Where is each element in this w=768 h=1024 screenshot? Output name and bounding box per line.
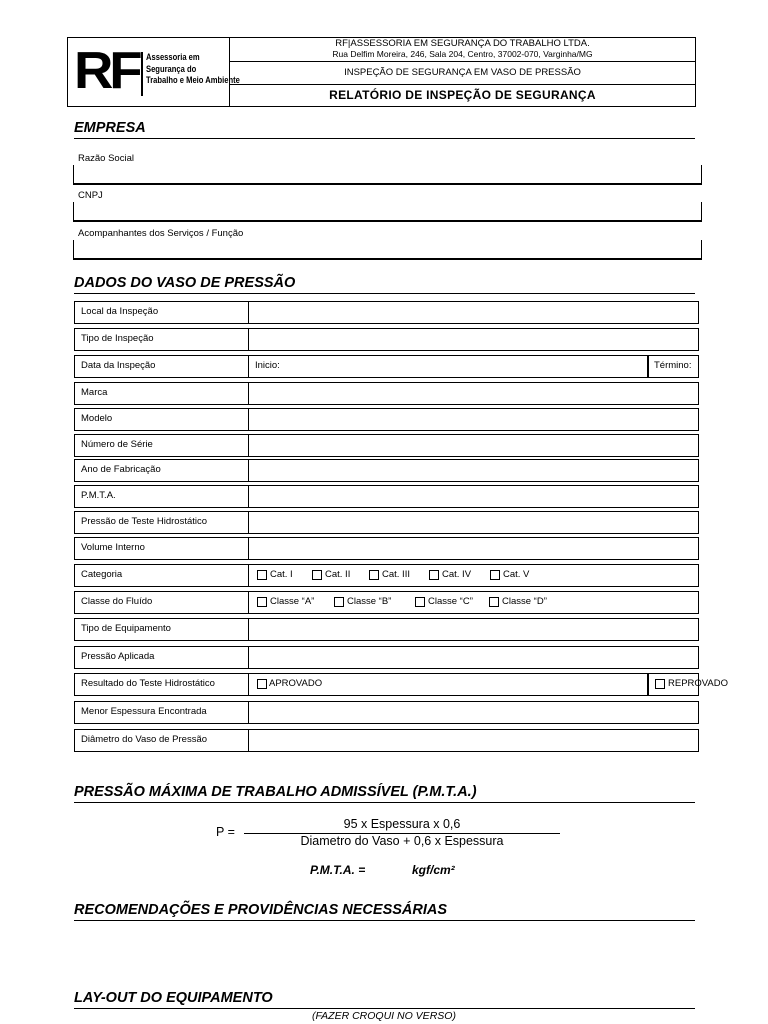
diametro-vaso-field[interactable] <box>249 730 698 751</box>
classe-fluido-options <box>249 592 698 613</box>
table-row-modelo <box>74 408 699 431</box>
pmta-unit: kgf/cm² <box>412 863 455 877</box>
table-row-classe-fluido <box>74 591 699 614</box>
row-label-categoria: Categoria <box>75 565 249 586</box>
table-row-pmta <box>74 485 699 508</box>
company-name: RF|ASSESSORIA EM SEGURANÇA DO TRABALHO LTDA. <box>335 38 590 49</box>
checkbox-classe-b[interactable] <box>334 597 344 607</box>
volume-interno-field[interactable] <box>249 538 698 559</box>
option-label-cat-5: Cat. V <box>503 569 530 580</box>
field-label-razao-social: Razão Social <box>78 153 134 164</box>
checkbox-classe-c[interactable] <box>415 597 425 607</box>
table-row-pressao-aplicada <box>74 646 699 669</box>
checkbox-cat-4[interactable] <box>429 570 439 580</box>
categoria-options <box>249 565 698 586</box>
option-label-classe-d: Classe “D” <box>502 596 547 607</box>
checkbox-cat-3[interactable] <box>369 570 379 580</box>
table-row-pressao-teste <box>74 511 699 534</box>
marca-field[interactable] <box>249 383 698 404</box>
report-header <box>67 37 696 107</box>
menor-espessura-field[interactable] <box>249 702 698 723</box>
row-label-local: Local da Inspeção <box>75 302 249 323</box>
pressao-aplicada-field[interactable] <box>249 647 698 668</box>
logo-letters: RF <box>74 42 139 100</box>
row-label-numero-serie: Número de Série <box>75 435 249 456</box>
row-label-resultado-teste: Resultado do Teste Hidrostático <box>75 674 249 695</box>
row-label-pmta: P.M.T.A. <box>75 486 249 507</box>
company-info <box>230 38 695 62</box>
resultado-teste-options <box>249 674 729 695</box>
table-row-tipo-equipamento <box>74 618 699 641</box>
option-label-aprovado: APROVADO <box>269 678 323 689</box>
table-row-diametro-vaso <box>74 729 699 752</box>
logo-line-1: Assessoria em <box>146 52 200 63</box>
date-divider <box>647 356 649 377</box>
option-label-cat-1: Cat. I <box>270 569 293 580</box>
modelo-field[interactable] <box>249 409 698 430</box>
option-label-cat-3: Cat. III <box>382 569 410 580</box>
table-row-categoria <box>74 564 699 587</box>
option-label-classe-a: Classe “A” <box>270 596 315 607</box>
row-label-pressao-aplicada: Pressão Aplicada <box>75 647 249 668</box>
row-label-marca: Marca <box>75 383 249 404</box>
formula-p-label: P = <box>216 825 235 839</box>
table-row-local <box>74 301 699 324</box>
section-title-empresa: EMPRESA <box>74 120 695 139</box>
row-label-diametro-vaso: Diâmetro do Vaso de Pressão <box>75 730 249 751</box>
field-label-acompanhantes: Acompanhantes dos Serviços / Função <box>78 228 244 239</box>
option-label-classe-c: Classe “C” <box>428 596 473 607</box>
formula-numerator: 95 x Espessura x 0,6 <box>343 817 461 831</box>
field-label-cnpj: CNPJ <box>78 190 103 201</box>
table-row-menor-espessura <box>74 701 699 724</box>
table-row-resultado-teste <box>74 673 729 696</box>
tipo-inspecao-field[interactable] <box>249 329 698 350</box>
logo-divider <box>141 52 143 96</box>
tipo-equipamento-field[interactable] <box>249 619 698 640</box>
cnpj-field[interactable] <box>73 202 702 222</box>
formula-denominator: Diametro do Vaso + 0,6 x Espessura <box>300 834 504 848</box>
section-title-pmta: PRESSÃO MÁXIMA DE TRABALHO ADMISSÍVEL (P.M.T.A.) <box>74 784 695 803</box>
table-row-ano-fabricacao <box>74 459 699 482</box>
option-label-cat-2: Cat. II <box>325 569 351 580</box>
croqui-note: (FAZER CROQUI NO VERSO) <box>312 1010 456 1022</box>
option-label-reprovado: REPROVADO <box>668 678 729 689</box>
table-row-data-inspecao <box>74 355 699 378</box>
data-inspecao-cell <box>249 356 698 377</box>
table-row-volume-interno <box>74 537 699 560</box>
pressao-teste-field[interactable] <box>249 512 698 533</box>
row-label-data-inspecao: Data da Inspeção <box>75 356 249 377</box>
checkbox-aprovado[interactable] <box>257 679 267 689</box>
checkbox-cat-5[interactable] <box>490 570 500 580</box>
checkbox-cat-1[interactable] <box>257 570 267 580</box>
table-row-marca <box>74 382 699 405</box>
logo-tagline <box>146 52 240 87</box>
numero-serie-field[interactable] <box>249 435 698 456</box>
company-address: Rua Delfim Moreira, 246, Sala 204, Centro, 37002-070, Varginha/MG <box>332 49 593 59</box>
company-logo <box>68 38 240 106</box>
option-label-cat-4: Cat. IV <box>442 569 472 580</box>
row-label-pressao-teste: Pressão de Teste Hidrostático <box>75 512 249 533</box>
checkbox-classe-a[interactable] <box>257 597 267 607</box>
table-row-numero-serie <box>74 434 699 457</box>
row-label-volume-interno: Volume Interno <box>75 538 249 559</box>
report-title: RELATÓRIO DE INSPEÇÃO DE SEGURANÇA <box>329 88 596 102</box>
row-label-ano-fabricacao: Ano de Fabricação <box>75 460 249 481</box>
table-row-tipo-inspecao <box>74 328 699 351</box>
inspection-subtitle: INSPEÇÃO DE SEGURANÇA EM VASO DE PRESSÃO <box>230 62 695 85</box>
row-label-menor-espessura: Menor Espessura Encontrada <box>75 702 249 723</box>
checkbox-reprovado[interactable] <box>655 679 665 689</box>
acompanhantes-field[interactable] <box>73 240 702 260</box>
section-title-recomendacoes: RECOMENDAÇÕES E PROVIDÊNCIAS NECESSÁRIAS <box>74 902 695 921</box>
razao-social-field[interactable] <box>73 165 702 185</box>
option-label-classe-b: Classe “B” <box>347 596 392 607</box>
termino-field[interactable]: Término: <box>654 360 692 371</box>
logo-line-3: Trabalho e Meio Ambiente <box>146 75 240 86</box>
pmta-field[interactable] <box>249 486 698 507</box>
result-divider <box>647 674 649 695</box>
ano-fabricacao-field[interactable] <box>249 460 698 481</box>
inicio-field[interactable]: Inicio: <box>255 360 280 371</box>
row-label-modelo: Modelo <box>75 409 249 430</box>
logo-line-2: Segurança do <box>146 63 197 75</box>
checkbox-cat-2[interactable] <box>312 570 322 580</box>
section-title-dados-vaso: DADOS DO VASO DE PRESSÃO <box>74 275 695 294</box>
section-title-layout: LAY-OUT DO EQUIPAMENTO <box>74 990 695 1009</box>
local-inspecao-field[interactable] <box>249 302 698 323</box>
row-label-classe-fluido: Classe do Fluído <box>75 592 249 613</box>
checkbox-classe-d[interactable] <box>489 597 499 607</box>
row-label-tipo-equipamento: Tipo de Equipamento <box>75 619 249 640</box>
row-label-tipo-inspecao: Tipo de Inspeção <box>75 329 249 350</box>
pmta-result-label: P.M.T.A. = <box>310 863 366 877</box>
